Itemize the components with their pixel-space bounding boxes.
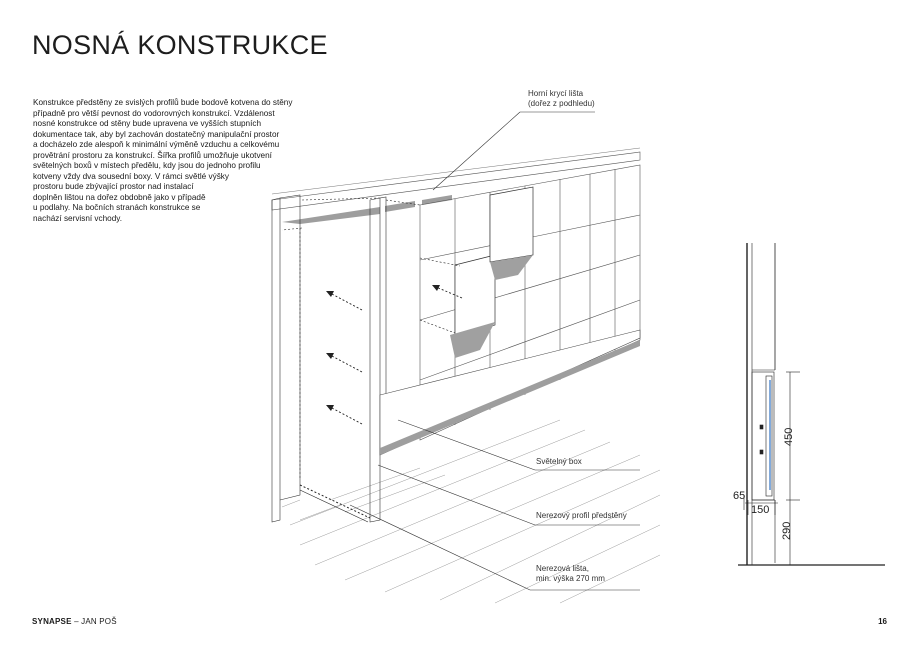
callout-horni-lista [528,89,595,109]
callout-nerezova-lista [536,564,605,584]
page-number: 16 [878,617,887,626]
body-line: kotveny vždy dva sousední boxy. V rámci světlé výšky [33,171,229,181]
callout-nerezovy-profil: Nerezový profil předstěny [536,511,627,520]
body-line: nachází servisní vchody. [33,214,123,224]
body-line: případně pro větší pevnost do vodorovných konstrukcí. Vzdálenost [33,108,275,118]
dimension-290: 290 [781,521,793,540]
body-line: prostoru bude zbývající prostor nad instalací [33,182,194,192]
light-boxes [450,187,533,358]
dimension-150: 150 [751,504,770,516]
body-line: nosné konstrukce od stěny bude upravena ve vyšších stupních [33,119,262,129]
dimension-450: 450 [783,427,795,446]
callout-label: (dořez z podhledu) [528,99,595,108]
body-line: světelných boxů v místech předělu, kdy jsou do jednoho profilu [33,161,261,171]
body-line: a docházelo zde alespoň k minimální výměně vzduchu a celkovému [33,140,280,150]
callout-label: Horní krycí lišta [528,89,584,98]
body-line: Konstrukce předstěny ze svislých profilů bude bodově kotvena do stěny [33,98,293,107]
page-title: NOSNÁ KONSTRUKCE [32,30,328,60]
brand-name: SYNAPSE [32,617,72,626]
dimension-65: 65 [733,490,746,502]
body-line: doplněn lištou na dořez obdobně jako v případě [33,192,206,202]
callout-label: min. výška 270 mm [536,574,605,583]
callout-label: Nerezová lišta, [536,564,589,573]
footer-brand [32,617,117,626]
author-name: – JAN POŠ [71,617,117,626]
body-line: provětrání prostoru za konstrukcí. Šířka profilů umožňuje ukotvení [33,150,272,160]
body-line: u podlahy. Na bočních stranách konstrukce se [33,203,201,213]
body-line: dokumentace tak, aby byl zachován dostatečný manipulační prostor [33,129,280,139]
section-detail [738,243,885,565]
callout-svetelny-box: Světelný box [536,457,582,466]
